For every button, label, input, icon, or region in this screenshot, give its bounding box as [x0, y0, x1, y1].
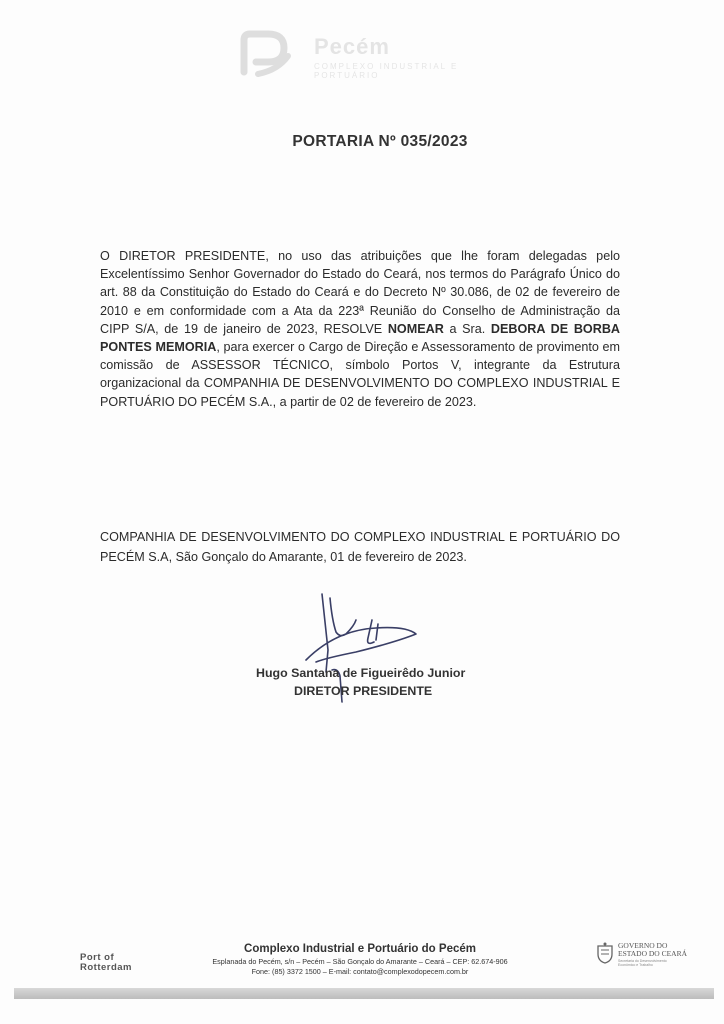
footer-address: Esplanada do Pecém, s/n – Pecém – São Gonçalo do Amarante – Ceará – CEP: 62.674-906	[212, 957, 508, 966]
appointee-name: DEBORA DE BORBA PONTES MEMORIA	[100, 321, 621, 355]
closing-paragraph: COMPANHIA DE DESENVOLVIMENTO DO COMPLEXO INDUSTRIAL E PORTUÁRIO DO PECÉM S.A, São Gonçalo do Amarante, 01 de fevereiro de 2023.	[100, 530, 620, 564]
document-title	[0, 133, 724, 151]
document-title-text: PORTARIA Nº 035/2023	[292, 133, 468, 150]
signatory-name: Hugo Santana de Figueirêdo Junior	[256, 666, 466, 680]
port-of-rotterdam-logo	[80, 953, 132, 973]
rotterdam-label: Rotterdam	[80, 962, 133, 973]
footer-info	[170, 942, 550, 977]
footer-contact: Fone: (85) 3372 1500 – E-mail: contato@complexodopecem.com.br	[251, 967, 469, 976]
signatory-role: DIRETOR PRESIDENTE	[294, 684, 433, 698]
logo-wordmark: Pecém	[314, 34, 390, 59]
gov-line-2: ESTADO DO CEARÁ	[618, 949, 687, 958]
body-segment: , para exercer o Cargo de Direção e Assessoramento de provimento em comissão de ASSESSOR TÉCNICO, símbolo Portos V, integrante da Estrutura organizacional da COMPANHIA DE DESENVOLVIMENTO DO COMPLEXO INDUSTRIAL E PORTUÁRIO DO PECÉM S.A., a partir de 02 de fevereiro de 2023.	[100, 340, 620, 409]
gov-line-1: GOVERNO DO	[618, 941, 668, 950]
state-coat-of-arms-icon	[596, 942, 614, 964]
logo-subtext: COMPLEXO INDUSTRIAL E PORTUÁRIO	[314, 62, 459, 80]
body-segment: O DIRETOR PRESIDENTE, no uso das atribuições que lhe foram delegadas pelo Excelentíssimo Senhor Governador do Estado do Ceará, nos termos do Parágrafo Único do art. 88 da Constituição do Estado do Ceará e do Decreto Nº 30.086, de 02 de fevereiro de 2010 e em conformidade com a Ata da 223ª Reunião do Conselho de Administração da CIPP S/A, de 19 de janeiro de 2023, RESOLVE	[100, 249, 620, 336]
port-of-label: Port of	[80, 952, 115, 963]
footer-rule	[14, 988, 714, 999]
body-segment: a Sra.	[443, 321, 491, 336]
body-paragraph	[100, 247, 620, 411]
footer-title: Complexo Industrial e Portuário do Pecém	[244, 943, 476, 955]
pecem-logo-mark-icon	[238, 30, 294, 78]
government-ceara-logo	[596, 940, 696, 970]
body-segment-bold: NOMEAR	[387, 321, 444, 336]
gov-subtext: Secretaria do Desenvolvimento Econômico e Trabalho	[618, 959, 667, 967]
pecem-logo	[238, 30, 468, 80]
gov-wordmark	[618, 942, 687, 958]
